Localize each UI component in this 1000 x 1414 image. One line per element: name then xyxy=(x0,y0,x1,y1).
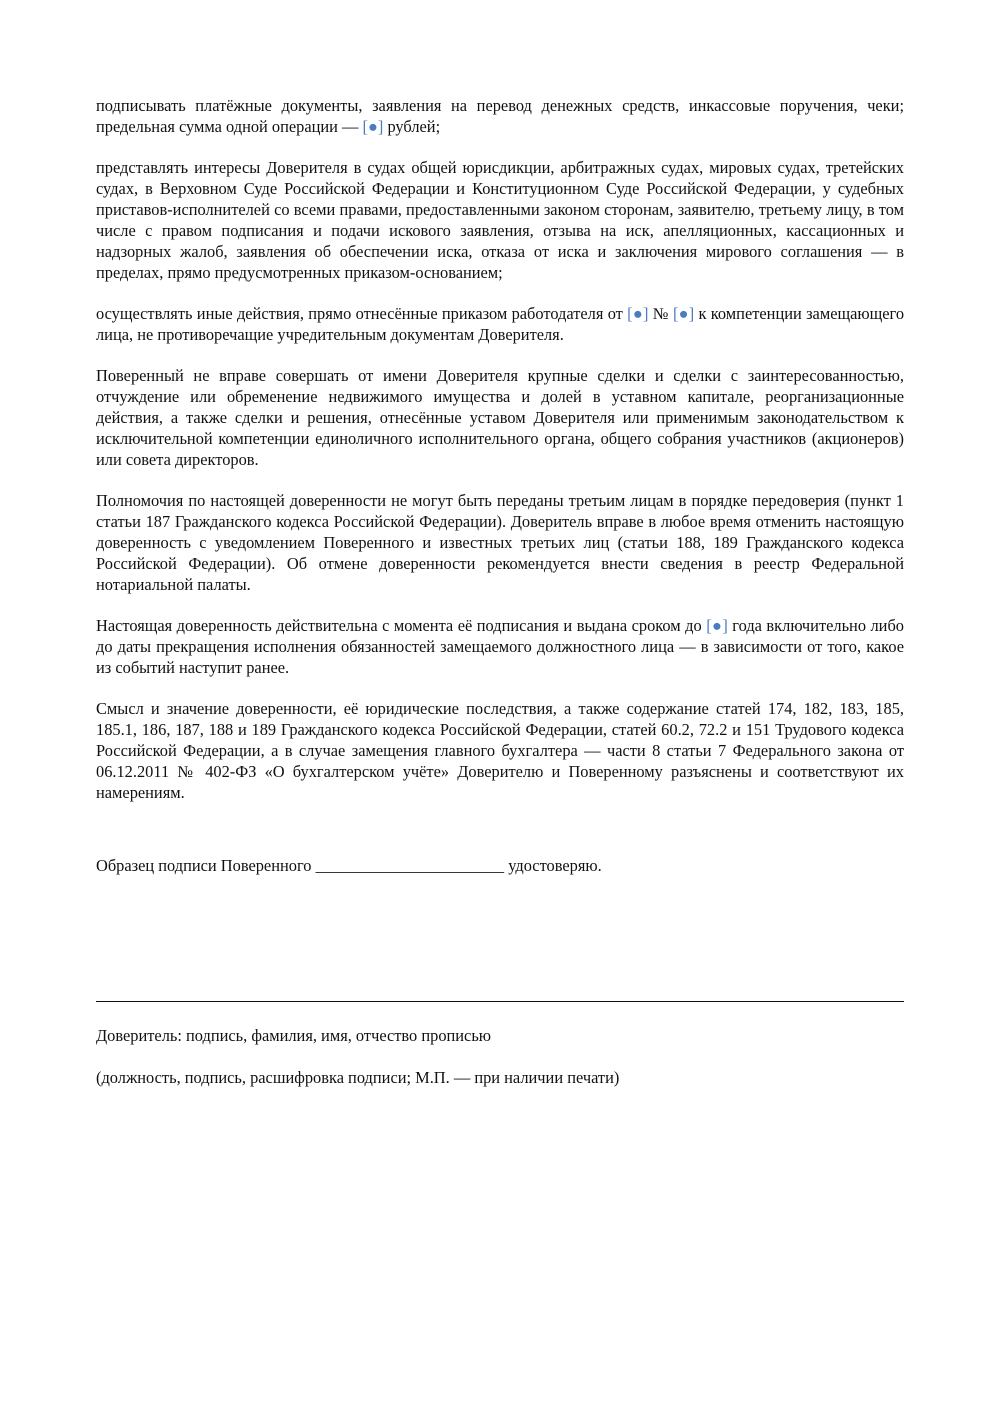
paragraph-text: № xyxy=(648,304,673,323)
paragraph-validity-term xyxy=(96,615,904,678)
principal-signature-note: (должность, подпись, расшифровка подписи; М.П. — при наличии печати) xyxy=(96,1068,620,1087)
placeholder-amount[interactable]: [●] xyxy=(362,117,384,136)
paragraph-text: к компетенции замещающего лица, не противоречащие учредительным документам Доверителя. xyxy=(96,304,905,344)
placeholder-expiry-date[interactable]: [●] xyxy=(706,616,728,635)
placeholder-order-date[interactable]: [●] xyxy=(627,304,649,323)
paragraph-restrictions: Поверенный не вправе совершать от имени Доверителя крупные сделки и сделки с заинтересованностью, отчуждение или обременение недвижимого имущества и долей в уставном капитале, реорганизационные действия, а также сделки и решения, отнесённые уставом Доверителя или применимым законодательством к исключительной компетенции единоличного исполнительного органа, общего собрания участников (акционеров) или совета директоров. xyxy=(96,366,904,469)
signature-sample-line xyxy=(96,855,904,876)
paragraph-text: Настоящая доверенность действительна с момента её подписания и выдана сроком до xyxy=(96,616,707,635)
signature-blank[interactable]: _______________________ xyxy=(315,856,505,875)
placeholder-order-number[interactable]: [●] xyxy=(672,304,695,323)
paragraph-text: года включительно либо до даты прекращения исполнения обязанностей замещаемого должностного лица — в зависимости от того, какое из событий наступит ранее. xyxy=(96,616,904,677)
signature-rule xyxy=(96,1001,904,1002)
paragraph-other-actions xyxy=(96,303,904,345)
principal-signature-caption: Доверитель: подпись, фамилия, имя, отчество прописью xyxy=(96,1026,492,1045)
paragraph-text: осуществлять иные действия, прямо отнесённые приказом работодателя от xyxy=(96,304,628,323)
signature-sample-suffix: удостоверяю. xyxy=(508,856,602,875)
paragraph-text: подписывать платёжные документы, заявления на перевод денежных средств, инкассовые поручения, чеки; предельная сумма одной операции — xyxy=(96,96,904,136)
paragraph-court-representation: представлять интересы Доверителя в судах общей юрисдикции, арбитражных судах, мировых судах, третейских судах, в Верховном Суде Российской Федерации и Конституционном Суде Российской Федерации, у судебных приставов-исполнителей со всеми правами, предоставленными законом сторонам, заявителю, третьему лицу, в том числе с правом подписания и подачи искового заявления, отзыва на иск, апелляционных, кассационных и надзорных жалоб, заявления об обеспечении иска, отказа от иска и заключения мирового соглашения — в пределах, прямо предусмотренных приказом-основанием; xyxy=(96,158,904,282)
paragraph-legal-consequences: Смысл и значение доверенности, её юридические последствия, а также содержание статей 174, 182, 183, 185, 185.1, 186, 187, 188 и 189 Гражданского кодекса Российской Федерации, статей 60.2, 72.2 и 151 Трудового кодекса Российской Федерации, а в случае замещения главного бухгалтера — части 8 статьи 7 Федерального закона от 06.12.2011 № 402-ФЗ «О бухгалтерском учёте» Доверителю и Поверенному разъяснены и соответствуют их намерениям. xyxy=(96,699,904,802)
paragraph-no-subdelegation: Полномочия по настоящей доверенности не могут быть переданы третьим лицам в порядке передоверия (пункт 1 статьи 187 Гражданского кодекса Российской Федерации). Доверитель вправе в любое время отменить настоящую доверенность с уведомлением Поверенного и известных третьих лиц (статьи 188, 189 Гражданского кодекса Российской Федерации). Об отмене доверенности рекомендуется внести сведения в реестр Федеральной нотариальной палаты. xyxy=(96,491,904,594)
paragraph-payment-documents xyxy=(96,95,904,137)
signature-sample-label: Образец подписи Поверенного xyxy=(96,856,312,875)
paragraph-text: рублей; xyxy=(383,117,441,136)
